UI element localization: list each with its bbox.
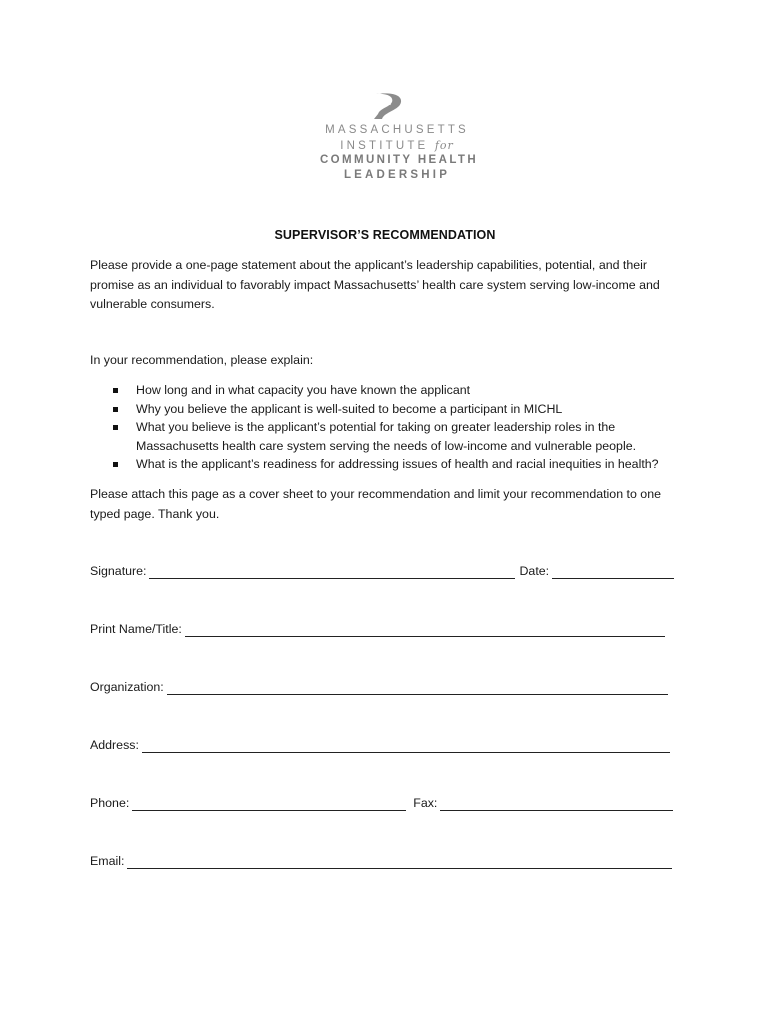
intro-paragraph: Please provide a one-page statement about the applicant’s leadership capabilities, potential, and their promise as an individual to favorably impact Massachusetts’ health care system serving low-income and vulnerable consumers. <box>90 258 660 311</box>
date-field[interactable] <box>552 566 674 579</box>
phone-field[interactable] <box>132 798 406 811</box>
road-swoosh-icon <box>370 92 404 120</box>
bullet-square-icon <box>113 388 118 393</box>
logo-text-leadership: LEADERSHIP <box>343 169 451 181</box>
print-name-label: Print Name/Title: <box>90 622 182 636</box>
email-field[interactable] <box>127 856 672 869</box>
bullet-square-icon <box>113 462 118 467</box>
explain-heading: In your recommendation, please explain: <box>90 353 314 367</box>
phone-fax-row <box>90 795 673 811</box>
logo-text-massachusetts: MASSACHUSETTS <box>325 124 469 136</box>
attach-note: Please attach this page as a cover sheet to your recommendation and limit your recommendation to one typed page. Thank you. <box>90 487 661 521</box>
fax-field[interactable] <box>440 798 673 811</box>
print-name-field[interactable] <box>185 624 665 637</box>
list-item <box>108 381 688 400</box>
signature-label: Signature: <box>90 564 147 578</box>
list-item-text: How long and in what capacity you have known the applicant <box>136 383 471 397</box>
date-label: Date: <box>519 564 550 578</box>
logo-text-community-health: COMMUNITY HEALTH <box>319 154 479 166</box>
logo-text-for: for <box>434 139 454 152</box>
email-row <box>90 853 672 869</box>
email-label: Email: <box>90 854 125 868</box>
list-item <box>108 400 688 419</box>
address-field[interactable] <box>142 740 670 753</box>
fax-label: Fax: <box>413 796 438 810</box>
address-row <box>90 737 670 753</box>
organization-label: Organization: <box>90 680 164 694</box>
list-item-text: What is the applicant’s readiness for addressing issues of health and racial inequities in health? <box>136 457 659 472</box>
signature-row <box>90 563 674 579</box>
logo-text-institute-word: INSTITUTE <box>340 140 429 152</box>
address-label: Address: <box>90 738 139 752</box>
signature-field[interactable] <box>149 566 515 579</box>
list-item-text: Why you believe the applicant is well-suited to become a participant in MICHL <box>136 401 563 416</box>
list-item-text: What you believe is the applicant’s potential for taking on greater leadership roles in the Massachusetts health care system serving the needs of low-income and vulnerable people. <box>136 420 637 453</box>
explain-list <box>108 381 688 474</box>
document-title: SUPERVISOR’S RECOMMENDATION <box>274 228 496 242</box>
organization-row <box>90 679 668 695</box>
bullet-square-icon <box>113 425 118 430</box>
bullet-square-icon <box>113 407 118 412</box>
logo-text-institute <box>312 139 482 152</box>
list-item <box>108 418 688 455</box>
phone-label: Phone: <box>90 796 130 810</box>
organization-field[interactable] <box>167 682 668 695</box>
michl-logo <box>300 92 479 192</box>
print-name-row <box>90 621 665 637</box>
list-item <box>108 455 688 474</box>
